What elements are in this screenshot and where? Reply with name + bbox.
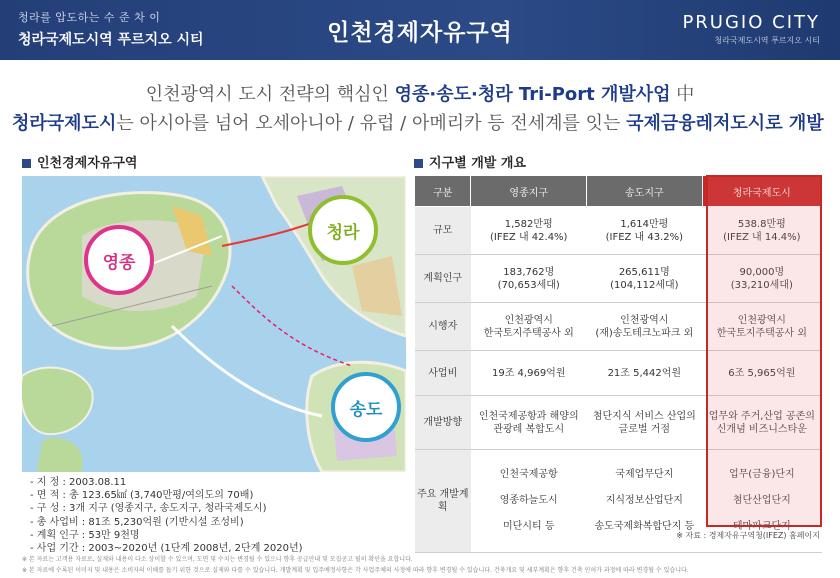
cell-line: 19조 4,969억원 bbox=[491, 367, 566, 379]
footnote: ※ 본 자료에 수록된 이미지 및 내용은 소비자의 이해를 돕기 위한 것으로 실제와 다를 수 있습니다. 개발계획 및 입주예정사항은 각 사업주체의 사정에 따라 향후 변경될 수 있습니다. 건축개요 및 세부계획은 향후 건축 인허가 과정에 따라 변경될 수 있습니다. bbox=[22, 567, 689, 574]
table-cell bbox=[702, 351, 821, 396]
zone-info-list bbox=[30, 476, 303, 555]
info-item: - 지 정 : 2003.08.11 bbox=[30, 477, 127, 488]
right-section-label: 지구별 개발 개요 bbox=[429, 156, 526, 171]
ifez-map bbox=[22, 176, 406, 472]
table-row bbox=[415, 351, 822, 396]
cell-line: 90,000명 bbox=[739, 266, 785, 278]
source-note: ※ 자료 : 경제자유구역청(IFEZ) 홈페이지 bbox=[676, 531, 820, 540]
brand-name: PRUGIO CITY bbox=[682, 12, 820, 33]
table-cell bbox=[587, 255, 703, 303]
cell-line: 업무와 주거,산업 공존의 bbox=[708, 410, 815, 422]
yeongjong-marker: 영종 bbox=[84, 225, 154, 295]
header-tagline: 청라를 압도하는 수 준 차 이 bbox=[18, 11, 161, 24]
table-header: 송도지구 bbox=[587, 176, 703, 207]
info-item: - 면 적 : 총 123.65㎢ (3,740만평/여의도의 70배) bbox=[30, 490, 254, 502]
cell-line: (104,112세대) bbox=[610, 279, 679, 291]
cell-line: (재)송도테크노파크 외 bbox=[595, 327, 694, 339]
table-header-row bbox=[415, 176, 822, 207]
info-item: - 계획 인구 : 53만 9천명 bbox=[30, 529, 140, 541]
table-cell bbox=[587, 396, 703, 450]
headline-text: 인천광역시 도시 전략의 핵심인 bbox=[145, 84, 395, 105]
cell-line: 인천광역시 bbox=[504, 314, 553, 326]
cell-line: 6조 5,965억원 bbox=[728, 367, 796, 379]
table-header: 청라국제도시 bbox=[702, 176, 821, 207]
table-row bbox=[415, 303, 822, 351]
row-label: 사업비 bbox=[415, 351, 471, 396]
table-row bbox=[415, 255, 822, 303]
table-cell bbox=[587, 351, 703, 396]
brand-logo bbox=[682, 12, 820, 46]
table-cell bbox=[702, 396, 821, 450]
left-section-label: 인천경제자유구역 bbox=[37, 156, 138, 171]
cell-line: (70,653세대) bbox=[497, 279, 560, 291]
footnote: ※ 본 자료는 고객용 자료로, 실제와 내용이 다소 상이할 수 있으며, 도면 및 수치는 변경될 수 있으니 향후 공급안내 및 모집공고 필히 확인을 요합니다. bbox=[22, 556, 413, 563]
headline-line-2 bbox=[12, 109, 840, 135]
cell-line: 미단시티 등 bbox=[503, 521, 555, 532]
cell-line: 183,762명 bbox=[503, 266, 555, 278]
page-title: 인천경제자유구역 bbox=[327, 20, 513, 46]
cell-line: 인천국제공항과 해양의 bbox=[478, 410, 579, 422]
headline-emphasis: 국제금융레저도시로 개발 bbox=[626, 113, 824, 134]
table-cell bbox=[471, 255, 587, 303]
cell-line: 국제업무단지 bbox=[615, 469, 674, 480]
row-label: 규모 bbox=[415, 207, 471, 255]
cell-line: 영종하늘도시 bbox=[499, 495, 558, 506]
cell-line: (IFEZ 내 43.2%) bbox=[605, 231, 684, 243]
row-label: 계획인구 bbox=[415, 255, 471, 303]
headline-line-1 bbox=[0, 80, 840, 106]
table-cell bbox=[471, 303, 587, 351]
row-label: 개발방향 bbox=[415, 396, 471, 450]
cell-line: 지식정보산업단지 bbox=[605, 495, 683, 506]
headline-text: 中 bbox=[670, 84, 695, 105]
cell-line: 테마파크단지 bbox=[732, 521, 791, 532]
headline-emphasis: 영종·송도·청라 Tri-Port 개발사업 bbox=[394, 84, 671, 105]
cell-line: 송도국제화복합단지 등 bbox=[594, 521, 695, 532]
headline-emphasis: 청라국제도시 bbox=[12, 113, 117, 134]
cell-line: 업무(금융)단지 bbox=[728, 469, 795, 480]
row-label: 주요 개발계획 bbox=[415, 450, 471, 553]
cell-line: 538.8만평 bbox=[737, 218, 786, 230]
table-row bbox=[415, 396, 822, 450]
cell-line: 인천국제공항 bbox=[499, 469, 558, 480]
left-section-title bbox=[22, 152, 137, 171]
cell-line: 글로벌 거점 bbox=[618, 423, 671, 435]
table-cell bbox=[702, 255, 821, 303]
square-bullet-icon bbox=[414, 159, 423, 168]
brand-subtitle: 청라국제도시역 푸르지오 시티 bbox=[714, 36, 820, 45]
table-header: 구분 bbox=[415, 176, 471, 207]
cell-line: (IFEZ 내 14.4%) bbox=[723, 231, 801, 243]
headline-text: 는 아시아를 넘어 오세아니아 / 유럽 / 아메리카 등 전세계를 잇는 bbox=[116, 113, 627, 134]
cell-line: 신개념 비즈니스타운 bbox=[716, 423, 807, 435]
cell-line: 265,611명 bbox=[618, 266, 670, 278]
cheongna-marker: 청라 bbox=[308, 195, 378, 265]
header-subtitle: 청라국제도시역 푸르지오 시티 bbox=[18, 32, 204, 48]
header-bar bbox=[0, 0, 840, 60]
cell-line: 한국토지주택공사 외 bbox=[483, 327, 574, 339]
table-cell bbox=[587, 303, 703, 351]
right-section-title bbox=[414, 152, 526, 171]
table-cell bbox=[471, 351, 587, 396]
info-item: - 총 사업비 : 81조 5,230억원 (기반시설 조성비) bbox=[30, 516, 244, 528]
cell-line: 관광레 복합도시 bbox=[493, 423, 565, 435]
table-cell bbox=[471, 396, 587, 450]
cell-line: 1,614만평 bbox=[620, 218, 669, 230]
cell-line: 인천광역시 bbox=[620, 314, 669, 326]
cell-line: 첨단산업단지 bbox=[732, 495, 791, 506]
songdo-marker: 송도 bbox=[331, 372, 401, 442]
district-overview-table bbox=[414, 175, 822, 553]
table-cell bbox=[702, 207, 821, 255]
table-cell bbox=[471, 207, 587, 255]
table-header: 영종지구 bbox=[471, 176, 587, 207]
cell-line: (IFEZ 내 42.4%) bbox=[490, 231, 568, 243]
cell-line: 21조 5,442억원 bbox=[607, 367, 682, 379]
table-cell bbox=[587, 207, 703, 255]
cell-line: 인천광역시 bbox=[737, 314, 786, 326]
info-item: - 구 성 : 3개 지구 (영종지구, 송도지구, 청라국제도시) bbox=[30, 503, 267, 515]
square-bullet-icon bbox=[22, 159, 31, 168]
info-item: - 사업 기간 : 2003~2020년 (1단계 2008년, 2단계 2020년) bbox=[30, 543, 303, 555]
cell-line: 한국토지주택공사 외 bbox=[716, 327, 807, 339]
table-cell bbox=[471, 450, 587, 553]
table-cell bbox=[702, 303, 821, 351]
row-label: 시행자 bbox=[415, 303, 471, 351]
cell-line: 1,582만평 bbox=[504, 218, 553, 230]
cell-line: (33,210세대) bbox=[730, 279, 793, 291]
cell-line: 첨단지식 서비스 산업의 bbox=[592, 410, 696, 422]
table-row bbox=[415, 207, 822, 255]
